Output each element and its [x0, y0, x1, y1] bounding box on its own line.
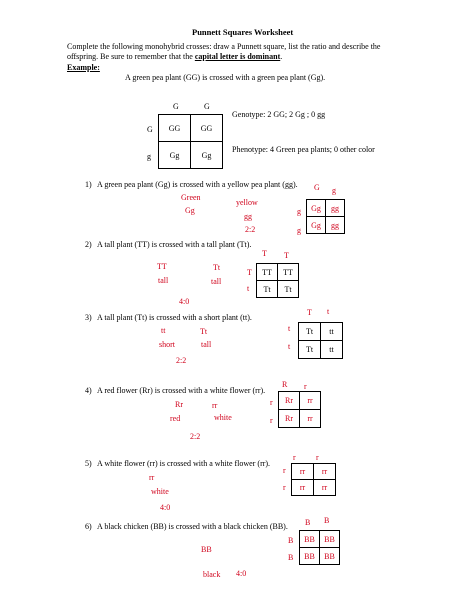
answer-ratio: 4:0	[160, 503, 171, 512]
answer-genotype: Tt	[213, 263, 221, 272]
punnett-cell	[314, 480, 336, 496]
punnett-side-allele: r	[270, 416, 273, 425]
answer-phenotype: tall	[201, 340, 212, 349]
punnett-cell: TT	[278, 264, 299, 281]
punnett-side-allele: r	[283, 483, 286, 492]
punnett-cell	[292, 480, 314, 496]
punnett-side-allele: r	[270, 398, 273, 407]
punnett-top-allele: T	[307, 308, 312, 317]
punnett-top-allele: g	[332, 186, 336, 195]
answer-genotype: Rr	[175, 400, 183, 409]
punnett-side-allele: t	[288, 324, 291, 333]
punnett-cell-value: BB	[304, 534, 315, 544]
answer-ratio: 4:0	[179, 297, 190, 306]
problem-number: 5)	[85, 459, 92, 468]
intro-suffix: .	[280, 52, 283, 61]
problem-text: A tall plant (Tt) is crossed with a short plant (tt).	[97, 313, 252, 322]
answer-phenotype: tall	[158, 276, 169, 285]
problem-number: 3)	[85, 313, 92, 322]
punnett-cell: Tt	[257, 281, 278, 298]
punnett-cell	[279, 392, 300, 410]
punnett-cell	[300, 548, 320, 565]
punnett-cell: Tt	[278, 281, 299, 298]
answer-genotype: BB	[201, 545, 212, 554]
punnett-cell: Gg	[307, 200, 326, 217]
punnett-cell	[292, 464, 314, 480]
punnett-side-allele: g	[297, 207, 301, 216]
punnett-top-allele: B	[324, 516, 330, 525]
punnett-cell-value: rr	[307, 414, 313, 423]
punnett-side-allele: r	[283, 466, 286, 475]
example-phenotype: Phenotype: 4 Green pea plants; 0 other color	[232, 145, 375, 154]
punnett-side-allele: T	[247, 268, 252, 277]
answer-phenotype: white	[151, 487, 169, 496]
punnett-top-allele: G	[314, 183, 320, 192]
intro-line-1: Complete the following monohybrid crosses: draw a Punnett square, list the ratio and describe the	[67, 42, 381, 51]
example-statement: A green pea plant (GG) is crossed with a green pea plant (Gg).	[125, 73, 326, 82]
punnett-top-allele: T	[284, 251, 289, 260]
answer-ratio: 4:0	[236, 569, 247, 578]
problem-text: A tall plant (TT) is crossed with a tall plant (Tt).	[97, 240, 252, 249]
problem-text: A black chicken (BB) is crossed with a black chicken (BB).	[97, 522, 288, 531]
punnett-side-allele: B	[288, 536, 294, 545]
problem-number: 4)	[85, 386, 92, 395]
punnett-cell: Gg	[159, 142, 191, 169]
intro-line-2	[67, 52, 282, 62]
example-top-allele: G	[204, 102, 210, 111]
punnett-cell	[320, 548, 340, 565]
example-side-allele: g	[147, 152, 151, 161]
punnett-cell-value: Rr	[285, 414, 293, 423]
example-top-allele: G	[173, 102, 179, 111]
punnett-cell: Gg	[307, 217, 326, 234]
punnett-top-allele: t	[327, 307, 330, 316]
punnett-square	[306, 199, 345, 234]
example-label: Example:	[67, 63, 100, 72]
punnett-cell-value: BB	[304, 551, 315, 561]
punnett-top-allele: r	[316, 453, 319, 462]
punnett-side-allele: g	[297, 226, 301, 235]
punnett-cell-value: BB	[324, 551, 335, 561]
answer-ratio: 2:2	[176, 356, 187, 365]
punnett-cell: Gg	[191, 142, 223, 169]
punnett-top-allele: R	[282, 380, 288, 389]
intro-emphasis: capital letter is dominant	[194, 52, 281, 61]
problem-number: 6)	[85, 522, 92, 531]
answer-phenotype: yellow	[236, 198, 258, 207]
punnett-cell-value: Rr	[285, 396, 293, 405]
answer-genotype: tt	[161, 326, 166, 335]
punnett-cell: Tt	[299, 341, 321, 359]
punnett-cell: GG	[191, 115, 223, 142]
punnett-cell	[314, 464, 336, 480]
answer-genotype: TT	[157, 262, 167, 271]
problem-number: 2)	[85, 240, 92, 249]
answer-genotype: Gg	[185, 206, 195, 215]
answer-genotype: rr	[212, 401, 218, 410]
punnett-cell: Tt	[299, 323, 321, 341]
example-punnett-square	[158, 114, 223, 169]
punnett-square	[278, 391, 321, 428]
answer-ratio: 2:2	[245, 225, 256, 234]
punnett-top-allele: B	[305, 518, 311, 527]
punnett-square	[291, 463, 336, 496]
answer-phenotype: white	[214, 413, 232, 422]
punnett-cell-value: rr	[321, 483, 328, 492]
punnett-square	[299, 530, 340, 565]
punnett-top-allele: T	[262, 249, 267, 258]
punnett-square	[298, 322, 343, 359]
punnett-cell-value: rr	[321, 467, 328, 476]
punnett-cell: tt	[321, 323, 343, 341]
answer-phenotype: red	[170, 414, 181, 423]
punnett-cell: GG	[159, 115, 191, 142]
punnett-cell-value: rr	[299, 467, 306, 476]
punnett-cell	[320, 531, 340, 548]
punnett-side-allele: t	[288, 342, 291, 351]
answer-phenotype: tall	[211, 277, 222, 286]
answer-genotype: rr	[149, 473, 155, 482]
punnett-cell	[279, 410, 300, 428]
punnett-top-allele: r	[293, 453, 296, 462]
problem-text: A white flower (rr) is crossed with a white flower (rr).	[97, 459, 271, 468]
problem-text: A red flower (Rr) is crossed with a white flower (rr).	[97, 386, 266, 395]
punnett-cell	[300, 392, 321, 410]
punnett-cell: TT	[257, 264, 278, 281]
punnett-cell-value: rr	[299, 483, 306, 492]
punnett-cell: gg	[326, 217, 345, 234]
punnett-square	[256, 263, 299, 298]
punnett-cell: tt	[321, 341, 343, 359]
page-title: Punnett Squares Worksheet	[192, 27, 294, 37]
example-side-allele: G	[147, 125, 153, 134]
answer-phenotype: Green	[181, 193, 201, 202]
punnett-cell: gg	[326, 200, 345, 217]
answer-genotype: Tt	[200, 327, 208, 336]
punnett-cell	[300, 410, 321, 428]
answer-phenotype: short	[159, 340, 175, 349]
punnett-side-allele: B	[288, 553, 294, 562]
answer-phenotype: black	[203, 570, 221, 579]
punnett-cell-value: BB	[324, 534, 335, 544]
punnett-side-allele: t	[247, 284, 250, 293]
answer-ratio: 2:2	[190, 432, 201, 441]
problem-text: A green pea plant (Gg) is crossed with a yellow pea plant (gg).	[97, 180, 298, 189]
example-genotype: Genotype: 2 GG; 2 Gg ; 0 gg	[232, 110, 326, 119]
punnett-cell	[300, 531, 320, 548]
punnett-top-allele: r	[304, 382, 307, 391]
problem-number: 1)	[85, 180, 92, 189]
intro-prefix: offspring. Be sure to remember that the	[67, 52, 195, 61]
answer-genotype: gg	[244, 212, 252, 221]
punnett-cell-value: rr	[307, 396, 313, 405]
